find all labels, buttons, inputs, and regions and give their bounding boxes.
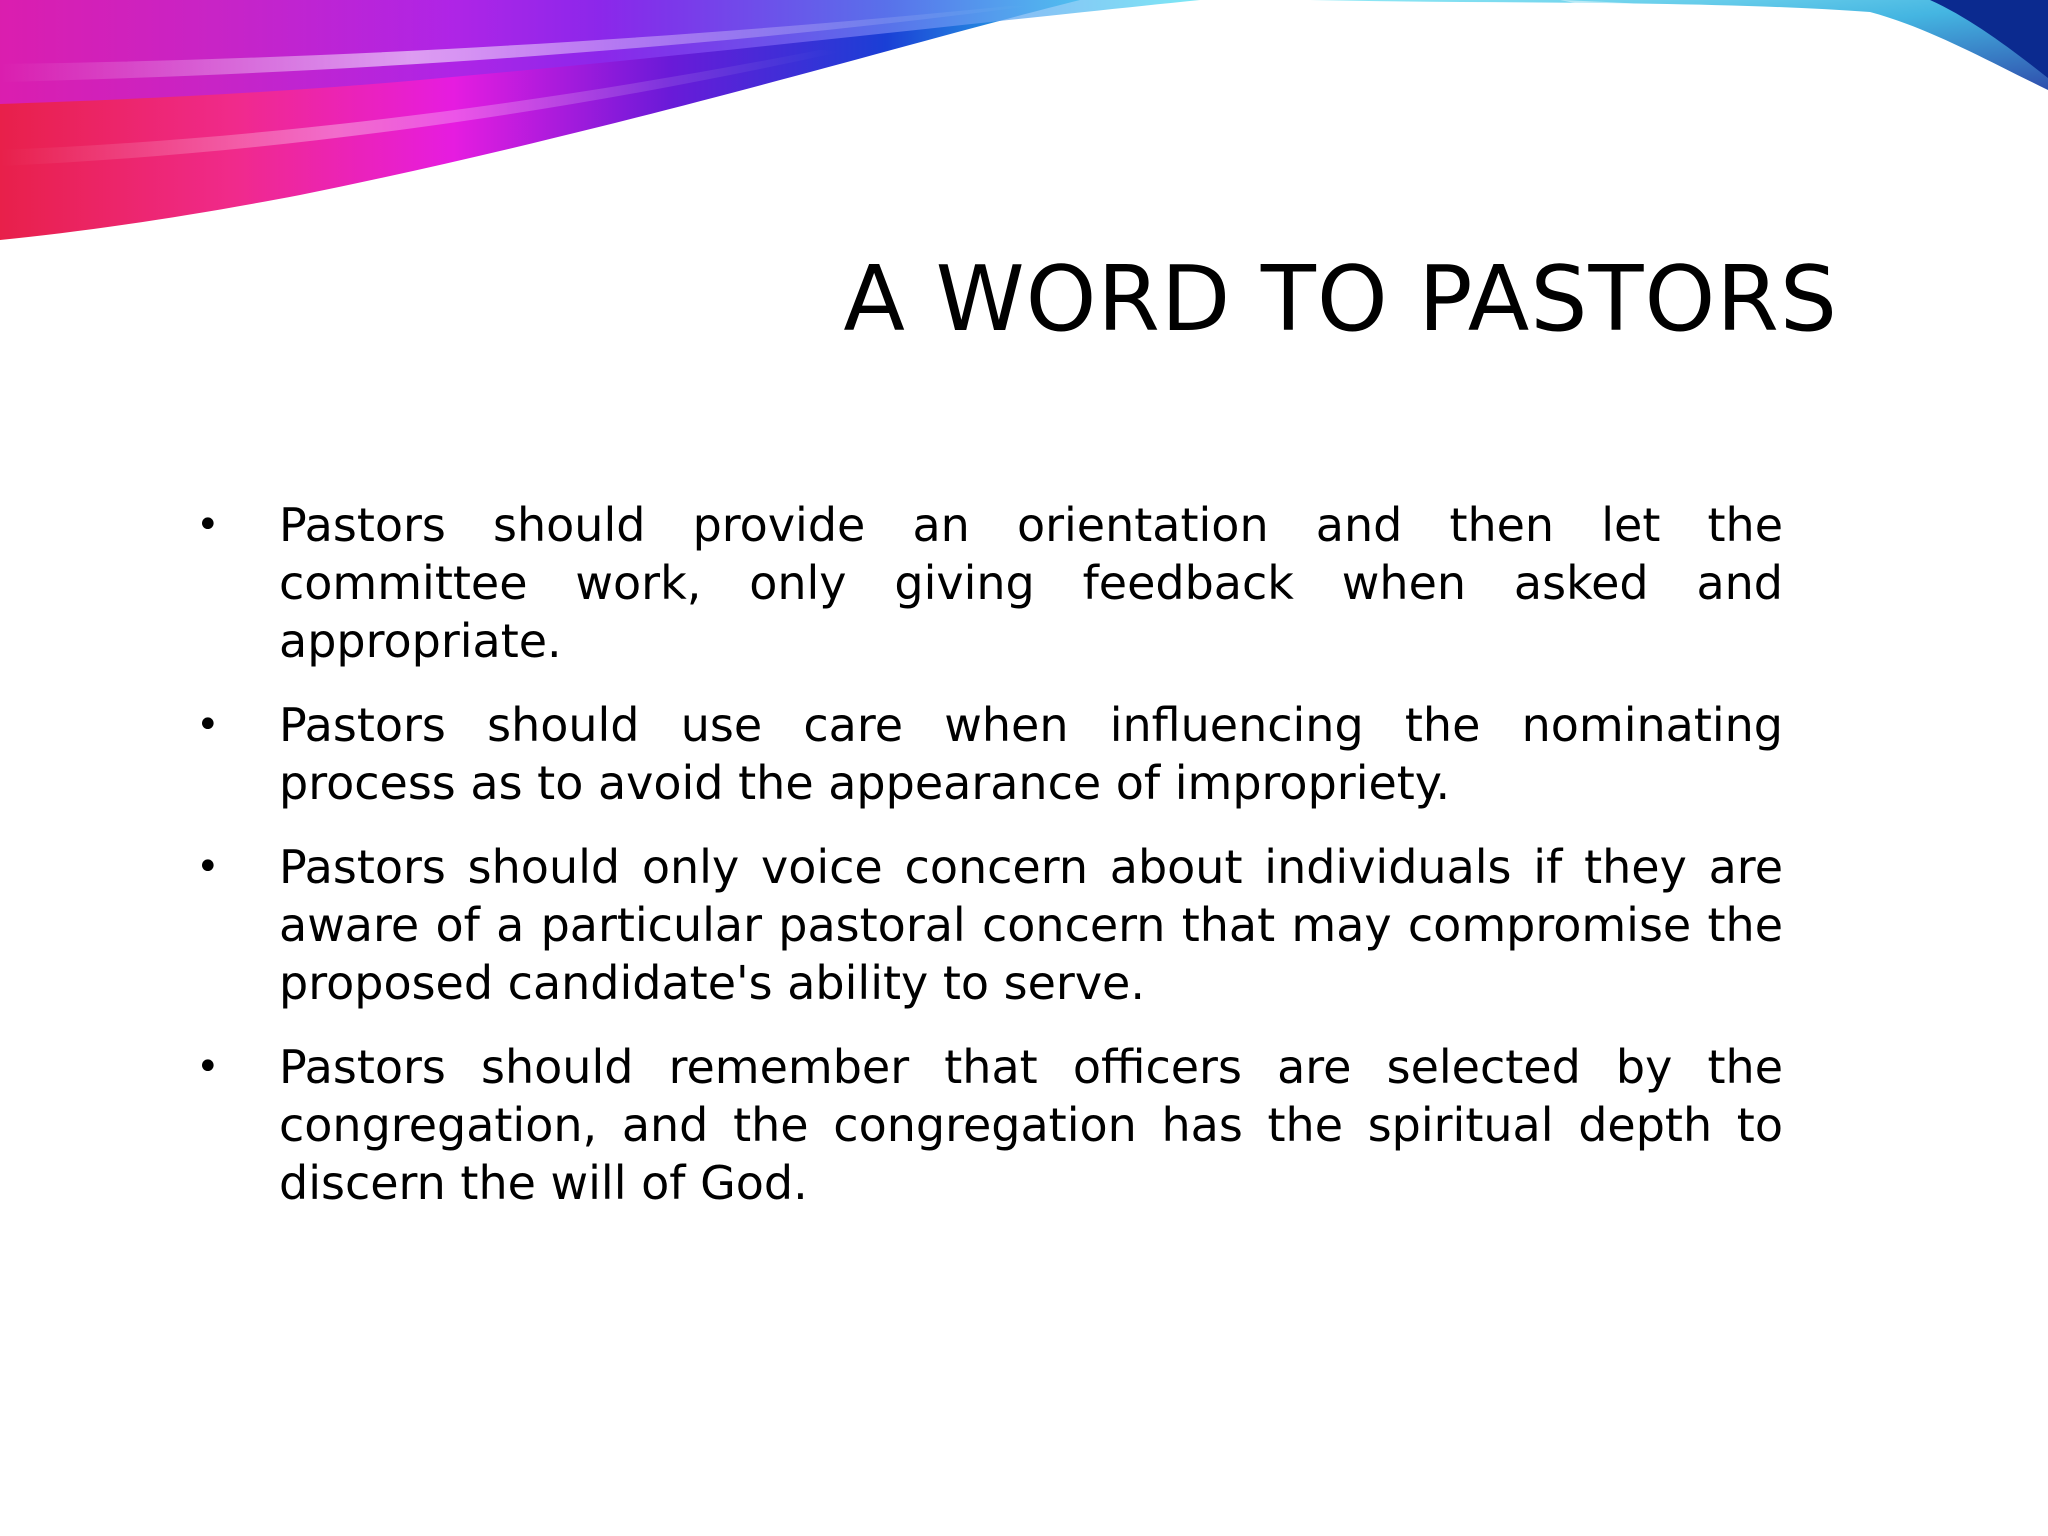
bullet-icon: •: [196, 1044, 220, 1090]
bullet-icon: •: [196, 502, 220, 548]
decorative-ribbon-swoosh: [0, 0, 2048, 260]
list-item: [196, 838, 1783, 1012]
list-item: [196, 496, 1783, 670]
list-item: [196, 1038, 1783, 1212]
bullet-icon: •: [196, 844, 220, 890]
bullet-list: [196, 496, 1783, 1238]
bullet-icon: •: [196, 702, 220, 748]
bullet-text: Pastors should use care when influencing the nominating process as to avoid the appearance of impropriety.: [279, 698, 1783, 810]
bullet-text: Pastors should remember that officers are selected by the congregation, and the congregation has the spiritual depth to discern the will of God.: [279, 1040, 1783, 1210]
bullet-text: Pastors should provide an orientation and then let the committee work, only giving feedback when asked and appropriate.: [279, 498, 1783, 668]
list-item: [196, 696, 1783, 812]
slide-title: A WORD TO PASTORS: [843, 247, 1838, 352]
bullet-text: Pastors should only voice concern about individuals if they are aware of a particular pastoral concern that may compromise the proposed candidate's ability to serve.: [279, 840, 1783, 1010]
